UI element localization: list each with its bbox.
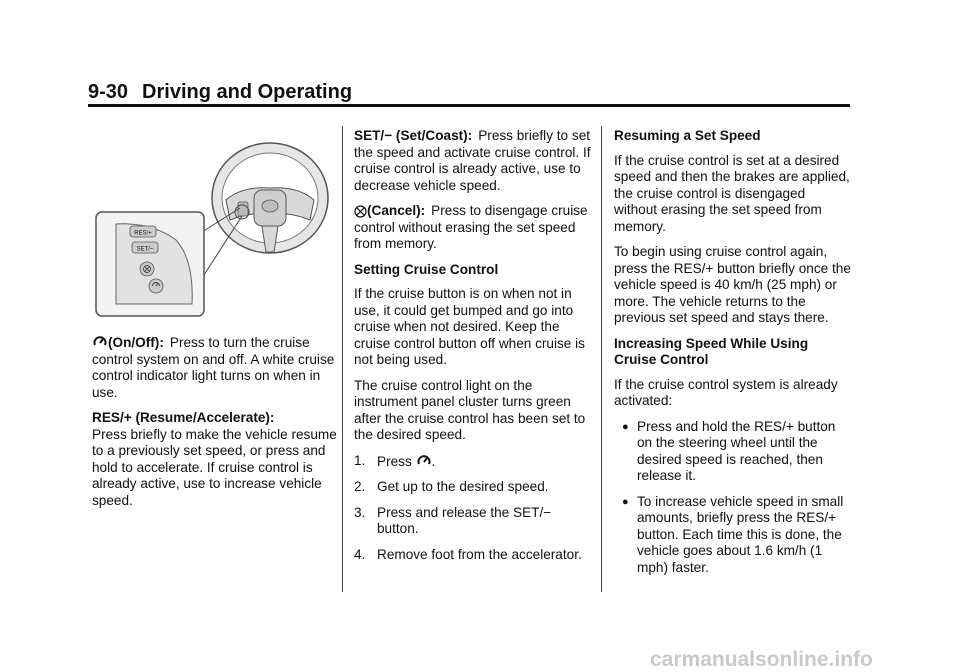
step-number: 2.	[354, 479, 366, 494]
setting-paragraph-2: The cruise control light on the instrument panel cluster turns green after the cruise control has been set to the desired speed.	[354, 377, 586, 442]
onoff-description: Press to turn the cruise control system on and off. A white cruise control indicator light turns on when in use.	[92, 335, 335, 400]
resuming-heading: Resuming a Set Speed	[614, 128, 761, 143]
step-text: Get up to the desired speed.	[377, 479, 549, 494]
onoff-paragraph	[92, 334, 338, 401]
steering-wheel-illustration	[92, 128, 338, 324]
bullet-item	[614, 419, 852, 485]
cruise-onoff-icon	[92, 334, 108, 350]
bullet-text: To increase vehicle speed in small amounts, briefly press the RES/+ button. Each time this is done, the vehicle goes about 1.6 km/h (1 mph) faster.	[637, 493, 844, 575]
step-text: Press	[377, 453, 412, 469]
set-paragraph	[354, 128, 592, 194]
column-1	[92, 128, 338, 518]
set-term: SET/− (Set/Coast):	[354, 128, 473, 143]
setting-heading: Setting Cruise Control	[354, 261, 499, 277]
steering-wheel-icon	[212, 143, 328, 253]
bullet-item	[614, 494, 852, 577]
res-description: Press briefly to make the vehicle resume to a previously set speed, or press and hold to accelerate. If cruise control is already active, use to increase vehicle speed.	[92, 426, 337, 508]
resuming-paragraph-1: If the cruise control is set at a desired speed and then the brakes are applied, the cruise control is disengaged without erasing the set speed from memory.	[614, 152, 850, 234]
step-item	[354, 479, 592, 496]
cancel-term: (Cancel):	[367, 203, 426, 218]
res-term: RES/+ (Resume/Accelerate):	[92, 410, 275, 425]
column-2	[354, 128, 592, 572]
res-paragraph	[92, 410, 338, 509]
column-divider-2	[601, 126, 602, 592]
step-item	[354, 453, 592, 471]
set-button-label: SET/−	[136, 246, 154, 253]
steering-wheel-drawing	[92, 128, 338, 324]
onoff-term: (On/Off):	[108, 335, 164, 350]
cruise-buttons-inset	[96, 212, 204, 316]
step-number: 1.	[354, 452, 366, 468]
set-description: Press briefly to set the speed and activate cruise control. If cruise control is already active, use to decrease vehicle speed.	[354, 128, 591, 193]
step-text: Press and release the SET/− button.	[377, 504, 552, 536]
cruise-onoff-icon	[416, 453, 432, 469]
increasing-paragraph-1: If the cruise control system is already activated:	[614, 376, 838, 408]
page-number: 9-30	[88, 81, 129, 103]
bullet-icon: ●	[622, 420, 629, 433]
step-number: 4.	[354, 546, 366, 562]
step-text: Remove foot from the accelerator.	[377, 546, 582, 562]
cancel-description: Press to disengage cruise control without erasing the set speed from memory.	[354, 203, 588, 251]
header-rule	[88, 104, 850, 107]
cancel-icon	[354, 205, 367, 218]
increasing-heading: Increasing Speed While Using Cruise Control	[614, 335, 809, 367]
setting-paragraph-1: If the cruise button is on when not in use, it could get bumped and go into cruise when not desired. Keep the cruise control button off when cruise is not being used.	[354, 286, 585, 367]
step-number: 3.	[354, 504, 366, 520]
cancel-paragraph	[354, 203, 592, 253]
step-item	[354, 547, 592, 564]
setting-steps	[354, 453, 592, 564]
step-suffix: .	[431, 453, 436, 469]
column-3	[614, 128, 852, 585]
resuming-paragraph-2: To begin using cruise control again, press the RES/+ button briefly once the vehicle speed is 40 km/h (25 mph) or more. The vehicle returns to the previous set speed and stays there.	[614, 244, 851, 325]
watermark: carmanualsonline.info	[650, 648, 873, 671]
page-header	[88, 80, 850, 104]
column-divider-1	[342, 126, 343, 592]
section-title: Driving and Operating	[142, 81, 353, 103]
bullet-text: Press and hold the RES/+ button on the steering wheel until the desired speed is reached, then release it.	[637, 418, 836, 483]
res-button-label: RES/+	[134, 230, 152, 237]
increasing-bullets	[614, 419, 852, 577]
step-item	[354, 505, 592, 538]
bullet-icon: ●	[622, 495, 629, 508]
